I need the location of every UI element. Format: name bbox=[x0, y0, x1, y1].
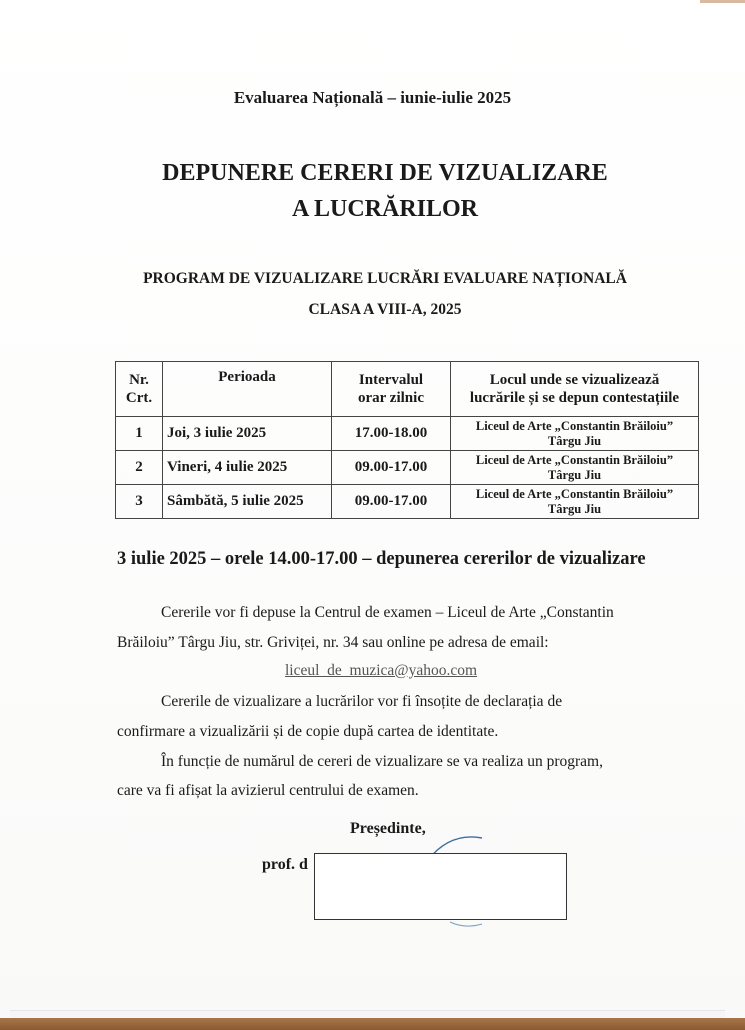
table-row bbox=[116, 451, 699, 485]
cell-nr: 1 bbox=[116, 417, 163, 451]
table-header-row bbox=[116, 362, 699, 417]
cell-location-line1: Liceul de Arte „Constantin Brăiloiu” bbox=[475, 486, 674, 501]
table-row bbox=[116, 485, 699, 519]
class-line: CLASA A VIII-A, 2025 bbox=[308, 301, 462, 318]
header-nr-line1: Nr. bbox=[129, 372, 149, 388]
schedule-table bbox=[115, 361, 699, 519]
cell-location bbox=[451, 417, 699, 451]
background-surface-top bbox=[700, 0, 745, 3]
header-location-line2: lucrările și se depun contestațiile bbox=[469, 390, 680, 406]
cell-period: Sâmbătă, 5 iulie 2025 bbox=[163, 485, 332, 519]
signature-name: prof. d bbox=[262, 856, 308, 873]
redaction-box bbox=[314, 853, 567, 920]
paragraph-3-line2: care va fi afișat la avizierul centrului de examen. bbox=[117, 782, 419, 799]
header-interval-line2: orar zilnic bbox=[358, 390, 424, 406]
table-row bbox=[116, 417, 699, 451]
main-title bbox=[0, 155, 745, 227]
header-location-line1: Locul unde se vizualizează bbox=[489, 372, 660, 388]
exam-title: Evaluarea Națională – iunie-iulie 2025 bbox=[233, 88, 512, 107]
signature-role: Președinte, bbox=[350, 820, 426, 837]
email-link[interactable]: liceul_de_muzica@yahoo.com bbox=[285, 662, 478, 679]
cell-location-line2: Târgu Jiu bbox=[547, 433, 602, 448]
cell-interval: 09.00-17.00 bbox=[332, 451, 451, 485]
cell-period: Joi, 3 iulie 2025 bbox=[163, 417, 332, 451]
header-interval-line1: Intervalul bbox=[358, 372, 424, 388]
cell-period: Vineri, 4 iulie 2025 bbox=[163, 451, 332, 485]
paragraph-1-line2: Brăiloiu” Târgu Jiu, str. Griviței, nr. 34 sau online pe adresa de email: bbox=[117, 634, 549, 651]
cell-location-line1: Liceul de Arte „Constantin Brăiloiu” bbox=[475, 452, 674, 467]
cell-location bbox=[451, 485, 699, 519]
deadline-heading: 3 iulie 2025 – orele 14.00-17.00 – depunerea cererilor de vizualizare bbox=[117, 549, 646, 569]
paragraph-2-line2: confirmare a vizualizării și de copie după cartea de identitate. bbox=[117, 723, 499, 740]
cell-interval: 09.00-17.00 bbox=[332, 485, 451, 519]
header-interval bbox=[332, 362, 451, 417]
paragraph-2-line1: Cererile de vizualizare a lucrărilor vor fi însoțite de declarația de bbox=[161, 693, 563, 710]
header-nr-line2: Crt. bbox=[125, 390, 153, 406]
paragraph-1-line1: Cererile vor fi depuse la Centrul de examen – Liceul de Arte „Constantin bbox=[161, 604, 614, 621]
header-location bbox=[451, 362, 699, 417]
main-title-line1: DEPUNERE CERERI DE VIZUALIZARE bbox=[162, 160, 608, 186]
header-nr bbox=[116, 362, 163, 417]
cell-interval: 17.00-18.00 bbox=[332, 417, 451, 451]
cell-location-line1: Liceul de Arte „Constantin Brăiloiu” bbox=[475, 418, 674, 433]
cell-nr: 3 bbox=[116, 485, 163, 519]
paragraph-3-line1: În funcție de numărul de cereri de vizualizare se va realiza un program, bbox=[161, 753, 603, 770]
cell-location-line2: Târgu Jiu bbox=[547, 467, 602, 482]
main-title-line2: A LUCRĂRILOR bbox=[291, 196, 479, 222]
cell-location-line2: Târgu Jiu bbox=[547, 501, 602, 516]
cell-nr: 2 bbox=[116, 451, 163, 485]
cell-location bbox=[451, 451, 699, 485]
program-title: PROGRAM DE VIZUALIZARE LUCRĂRI EVALUARE NAȚIONALĂ bbox=[143, 270, 627, 287]
header-period: Perioada bbox=[163, 362, 332, 417]
background-surface-bottom bbox=[0, 1018, 745, 1030]
